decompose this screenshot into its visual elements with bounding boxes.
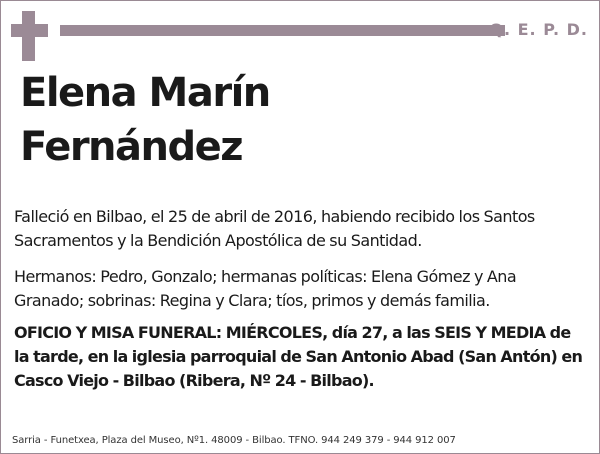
header-divider-bar [60,25,505,36]
funeral-home-footer: Sarria - Funetxea, Plaza del Museo, Nº1. 48009 - Bilbao. TFNO. 944 249 379 - 944 912 007 [12,435,456,446]
qepd-label: Q. E. P. D. [489,20,588,39]
deceased-name-line2: Fernández [20,124,243,170]
family-paragraph: Hermanos: Pedro, Gonzalo; hermanas políticas: Elena Gómez y Ana Granado; sobrinas: Regina y Clara; tíos, primos y demás familia. [14,267,517,310]
deceased-name [20,66,270,174]
cross-horizontal-bar [11,24,48,37]
deceased-name-line1: Elena Marín [20,70,270,116]
funeral-service-paragraph: OFICIO Y MISA FUNERAL: MIÉRCOLES, día 27, a las SEIS Y MEDIA de la tarde, en la iglesia parroquial de San Antonio Abad (San Antón) en Casco Viejo - Bilbao (Ribera, Nº 24 - Bilbao). [14,323,583,390]
death-notice-paragraph: Falleció en Bilbao, el 25 de abril de 2016, habiendo recibido los Santos Sacramentos y la Bendición Apostólica de su Santidad. [14,207,535,250]
